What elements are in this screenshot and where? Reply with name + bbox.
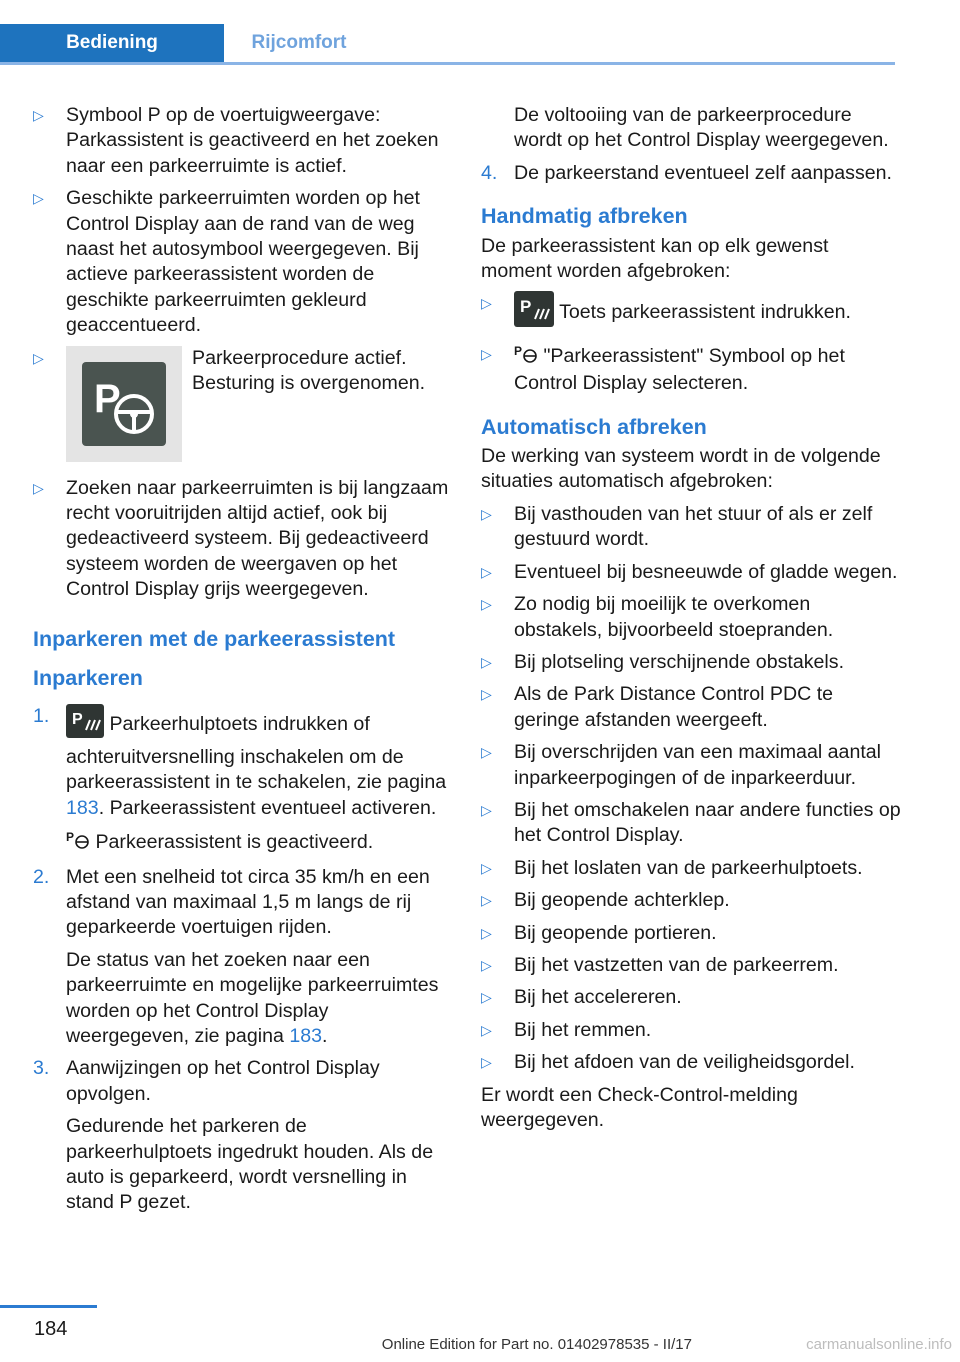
right-column: De voltooiing van de parkeerprocedure wordt op het Control Display weergegeven. 4. De parkeerstand eventueel zelf aanpassen. Handmatig afbreken De parkeerassistent kan op elk gewenst moment worden afgebroken: ▷ P Toets parkeerassistent indrukken. ▷ P "Parkeerassistent" Symbool op het Control Display selecteren. Automatisch afbreken De werking van systeem wordt in de volgende situaties automatisch afgebroken: ▷ Bij vasthouden van het stuur of als er zelf gestuurd wordt. ▷ Eventueel bij besneeuwde of gladde wegen. ▷ Zo nodig bij moeilijk te overkomen obstakels, bijvoorbeeld stoepranden. ▷ Bij plotseling verschijnende obstakels. ▷ Als de Park Distance Control PDC te geringe afstanden weergeeft. ▷ Bij overschrijden van een maximaal aantal inparkeerpogingen of de inparkeerduur. ▷ Bij het omschakelen naar andere functies op het Control Display. ▷ Bij het loslaten van de parkeerhulptoets. ▷ Bij geopende achterklep. ▷ Bij geopende portieren. ▷ Bij het vastzetten van de parkeerrem. ▷ Bij het accelereren. ▷ Bij het remmen. ▷ Bij het afdoen van de veiligheidsgordel. Er wordt een Check-Control-melding weergegeven. (481, 103, 901, 1140)
triangle-bullet-icon: ▷ (33, 107, 44, 123)
tab-rijcomfort[interactable]: Rijcomfort (251, 32, 347, 53)
triangle-bullet-icon: ▷ (33, 479, 44, 496)
park-assist-active-icon (66, 828, 90, 857)
park-assist-button-icon (514, 291, 554, 334)
section-heading: Inparkeren met de parkeerassistent (33, 626, 396, 651)
list-item-with-image: ▷ P Parkeerprocedure actief. Besturing is overgenomen. (33, 346, 453, 462)
triangle-bullet-icon: ▷ (481, 295, 492, 312)
triangle-bullet-icon: ▷ (481, 563, 492, 580)
triangle-bullet-icon: ▷ (481, 744, 492, 761)
list-item: ▷ Bij het loslaten van de parkeerhulptoets. (481, 856, 901, 881)
list-item: ▷ Bij het vastzetten van de parkeerrem. (481, 953, 901, 978)
footer-rule (0, 1305, 97, 1308)
triangle-bullet-icon: ▷ (481, 1021, 492, 1038)
list-item: ▷ Eventueel bij besneeuwde of gladde wegen. (481, 560, 901, 585)
triangle-bullet-icon: ▷ (481, 924, 492, 941)
list-item: ▷ Geschikte parkeerruimten worden op het Control Display aan de rand van de weg naast het autosymbool weergegeven. Bij actieve parkeerassistent worden de geschikte parkeerruimten gekleurd geaccentueerd. (33, 187, 420, 337)
list-item: ▷ Zoeken naar parkeerruimten is bij langzaam recht vooruitrijden altijd actief, ook bij gedeactiveerd systeem. Bij gedeactiveerd systeem worden de weergaven op het Control Display grijs weergegeven. (33, 476, 449, 601)
list-item: ▷ Bij het accelereren. (481, 985, 901, 1010)
page-link[interactable]: 183 (66, 796, 99, 819)
left-column (33, 103, 453, 1223)
tab-bediening[interactable]: Bediening (0, 24, 224, 62)
list-item: ▷ Symbool P op de voertuigweergave: Parkassistent is geactiveerd en het zoeken naar een parkeerruimte is actief. (33, 104, 439, 177)
list-item: ▷ Bij het afdoen van de veiligheidsgordel. (481, 1050, 901, 1075)
list-item: ▷ Bij het omschakelen naar andere functies op het Control Display. (481, 798, 901, 847)
parking-steering-icon (66, 346, 182, 462)
list-item: ▷ Bij geopende achterklep. (481, 888, 901, 913)
list-item: ▷ Bij geopende portieren. (481, 921, 901, 946)
closing-text: Er wordt een Check-Control-melding weergegeven. (481, 1083, 798, 1131)
list-item: ▷ Bij overschrijden van een maximaal aantal inparkeerpogingen of de inparkeerduur. (481, 741, 882, 789)
triangle-bullet-icon: ▷ (481, 505, 492, 522)
svg-text:P: P (94, 376, 121, 421)
edition-note: Online Edition for Part no. 01402978535 - II/17 (381, 1336, 692, 1353)
triangle-bullet-icon: ▷ (33, 190, 44, 207)
triangle-bullet-icon: ▷ (481, 989, 492, 1006)
svg-text:P: P (72, 710, 83, 728)
triangle-bullet-icon: ▷ (481, 653, 492, 670)
step-item: 4. De parkeerstand eventueel zelf aanpassen. (481, 161, 892, 184)
header-tabs (0, 24, 895, 65)
triangle-bullet-icon: ▷ (481, 859, 492, 876)
list-item: ▷ P "Parkeerassistent" Symbool op het Control Display selecteren. (481, 343, 845, 395)
list-item: ▷ Zo nodig bij moeilijk te overkomen obstakels, bijvoorbeeld stoepranden. (481, 593, 834, 641)
list-item: ▷ Bij het remmen. (481, 1018, 901, 1043)
triangle-bullet-icon: ▷ (481, 345, 492, 362)
triangle-bullet-icon: ▷ (33, 349, 44, 366)
section-heading-manual: Handmatig afbreken (481, 204, 688, 229)
triangle-bullet-icon: ▷ (481, 686, 492, 703)
park-assist-active-icon (514, 342, 538, 371)
triangle-bullet-icon: ▷ (481, 596, 492, 613)
step-item: 3. Aanwijzingen op het Control Display opvolgen. Gedurende het parkeren de parkeerhulptoets ingedrukt houden. Als de auto is geparkeerd, wordt versnelling in stand P gezet. (33, 1057, 434, 1214)
list-item: ▷ P Toets parkeerassistent indrukken. (481, 291, 901, 334)
list-item: ▷ Bij vasthouden van het stuur of als er zelf gestuurd wordt. (481, 502, 873, 551)
triangle-bullet-icon: ▷ (481, 956, 492, 973)
subsection-heading: Inparkeren (33, 666, 143, 691)
triangle-bullet-icon: ▷ (481, 801, 492, 818)
section-heading-auto: Automatisch afbreken (481, 414, 707, 439)
page-link[interactable]: 183 (289, 1024, 323, 1047)
triangle-bullet-icon: ▷ (481, 892, 492, 909)
list-item: ▷ Als de Park Distance Control PDC te geringe afstanden weergeeft. (481, 683, 834, 731)
svg-text:P: P (514, 343, 523, 358)
triangle-bullet-icon: ▷ (481, 1054, 492, 1071)
list-item: ▷ Bij plotseling verschijnende obstakels. (481, 650, 901, 675)
svg-text:P: P (520, 297, 532, 317)
step-item: 2. Met een snelheid tot circa 35 km/h en een afstand van maximaal 1,5 m langs de rij geparkeerde voertuigen rijden. De status van het zoeken naar een parkeerruimte en mogelijke parkeerruimtes worden op het Control Display weergegeven, zie pagina 183. (33, 865, 439, 1047)
watermark: carmanualsonline.info (806, 1336, 952, 1353)
step-item: 1. P Parkeerhulptoets indrukken of achteruitversnelling inschakelen om de parkeerassistent in te schakelen, zie pagina 183. Parkeerassistent eventueel activeren. P Parkeerassistent is geactiveerd. (33, 704, 453, 858)
step3-continuation: De voltooiing van de parkeerprocedure wordt op het Control Display weergegeven. (514, 104, 889, 152)
park-assist-button-icon (66, 704, 104, 745)
svg-text:P: P (66, 830, 75, 845)
auto-abort-list (481, 502, 901, 1076)
page-number: 184 (34, 1318, 68, 1340)
